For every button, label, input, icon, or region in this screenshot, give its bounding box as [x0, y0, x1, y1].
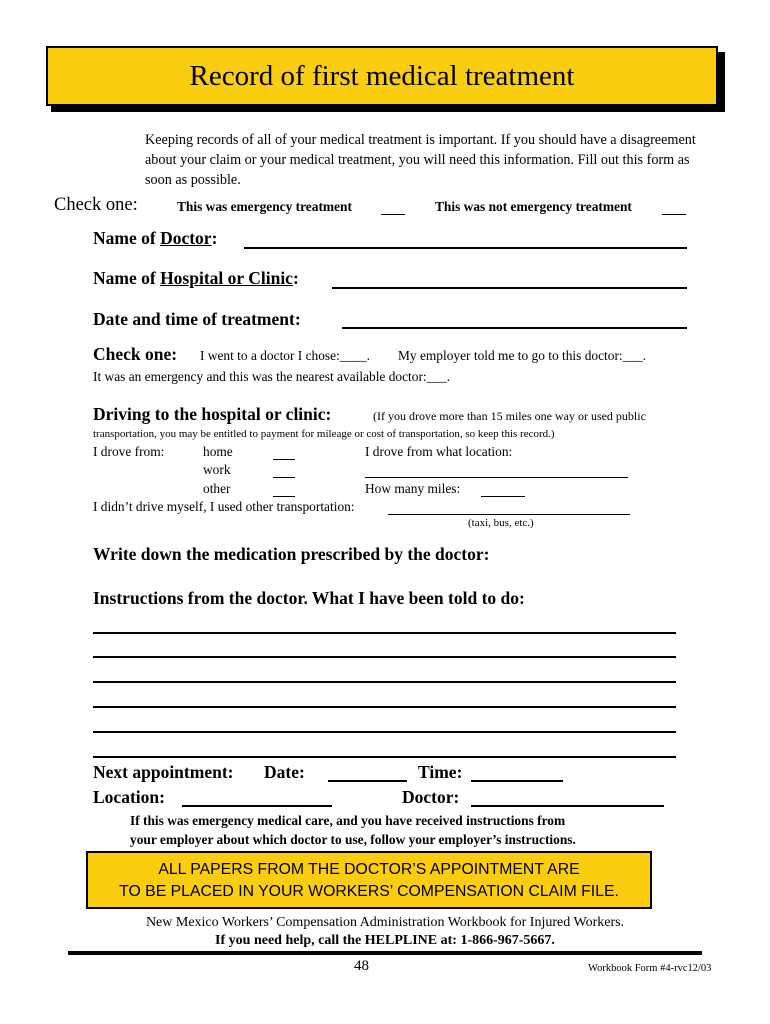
other-option-label: other — [203, 481, 231, 496]
location-field[interactable] — [182, 805, 332, 807]
instructions-line-4[interactable] — [93, 706, 676, 708]
doctor-label — [93, 228, 217, 249]
doctor-label-suffix: : — [211, 228, 218, 248]
hospital-label-underlined: Hospital or Clinic — [160, 268, 293, 288]
home-checkbox-line[interactable] — [273, 459, 295, 460]
next-appointment-time-field[interactable] — [471, 780, 563, 782]
footer-workbook-title: New Mexico Workers’ Compensation Administration Workbook for Injured Workers. — [145, 915, 625, 930]
instructions-heading: Instructions from the doctor. What I have been told to do: — [93, 588, 525, 608]
miles-field[interactable] — [481, 496, 525, 497]
i-drove-from-label: I drove from: — [93, 444, 165, 459]
other-transport-field[interactable] — [388, 514, 630, 515]
form-id: Workbook Form #4-rvc12/03 — [588, 963, 712, 974]
emergency-checkbox-line[interactable] — [381, 214, 405, 215]
no-drive-label: I didn’t drive myself, I used other transportation: — [93, 499, 355, 514]
hospital-label-prefix: Name of — [93, 268, 161, 288]
instructions-line-2[interactable] — [93, 656, 676, 658]
driving-heading: Driving to the hospital or clinic: — [93, 404, 332, 424]
intro-paragraph: Keeping records of all of your medical treatment is important. If you should have a disagreement about your claim or your medical treatment, you will need this information. Fill out this form as soon as possible. — [145, 132, 696, 188]
page-title: Record of first medical treatment — [189, 60, 575, 92]
next-appointment-date-field[interactable] — [328, 780, 407, 782]
employer-note-line-2: your employer about which doctor to use, follow your employer’s instructions. — [130, 832, 576, 847]
instructions-line-5[interactable] — [93, 731, 676, 733]
papers-notice-box — [86, 851, 652, 909]
next-appointment-date-label: Date: — [264, 762, 305, 782]
notice-line-1: ALL PAPERS FROM THE DOCTOR’S APPOINTMENT ARE — [158, 861, 580, 878]
transport-hint: (taxi, bus, etc.) — [468, 517, 534, 529]
not-emergency-option-label: This was not emergency treatment — [435, 199, 632, 214]
employer-note-line-1: If this was emergency medical care, and you have received instructions from — [130, 813, 566, 828]
instructions-line-6[interactable] — [93, 756, 676, 758]
appointment-doctor-label: Doctor: — [402, 787, 460, 807]
instructions-line-3[interactable] — [93, 681, 676, 683]
work-checkbox-line[interactable] — [273, 477, 295, 478]
location-label: Location: — [93, 787, 165, 807]
emergency-doctor-option[interactable]: It was an emergency and this was the nearest available doctor:___. — [93, 369, 451, 384]
doctor-name-field[interactable] — [244, 247, 687, 249]
notice-line-2: TO BE PLACED IN YOUR WORKERS’ COMPENSATION CLAIM FILE. — [119, 883, 619, 900]
from-location-label: I drove from what location: — [365, 444, 513, 459]
hospital-label-suffix: : — [292, 268, 299, 288]
date-time-field[interactable] — [342, 327, 687, 329]
work-option-label: work — [203, 462, 231, 477]
doctor-label-prefix: Name of — [93, 228, 161, 248]
date-time-label: Date and time of treatment: — [93, 309, 301, 329]
driving-note-2: transportation, you may be entitled to payment for mileage or cost of transportation, so keep this record.) — [93, 428, 555, 440]
medication-heading: Write down the medication prescribed by the doctor: — [93, 544, 490, 564]
footer-helpline: If you need help, call the HELPLINE at: 1-866-967-5667. — [215, 933, 555, 948]
driving-note-1: (If you drove more than 15 miles one way or used public — [373, 409, 646, 423]
other-checkbox-line[interactable] — [273, 496, 295, 497]
chose-doctor-option[interactable]: I went to a doctor I chose:____. — [200, 348, 370, 363]
appointment-doctor-field[interactable] — [471, 805, 664, 807]
next-appointment-label: Next appointment: — [93, 762, 234, 782]
how-many-miles-label: How many miles: — [365, 481, 461, 496]
doctor-label-underlined: Doctor — [160, 228, 212, 248]
title-banner — [46, 46, 718, 106]
emergency-option-label: This was emergency treatment — [177, 199, 352, 214]
from-location-field[interactable] — [365, 477, 628, 478]
check-one-label: Check one: — [54, 195, 138, 215]
employer-doctor-option[interactable]: My employer told me to go to this doctor:___. — [398, 348, 647, 363]
home-option-label: home — [203, 444, 233, 459]
instructions-line-1[interactable] — [93, 632, 676, 634]
footer-rule — [68, 951, 702, 955]
not-emergency-checkbox-line[interactable] — [662, 214, 686, 215]
page-number: 48 — [354, 958, 369, 974]
check-one-2-label: Check one: — [93, 344, 178, 364]
hospital-label — [93, 268, 299, 289]
hospital-name-field[interactable] — [332, 287, 687, 289]
next-appointment-time-label: Time: — [418, 762, 463, 782]
